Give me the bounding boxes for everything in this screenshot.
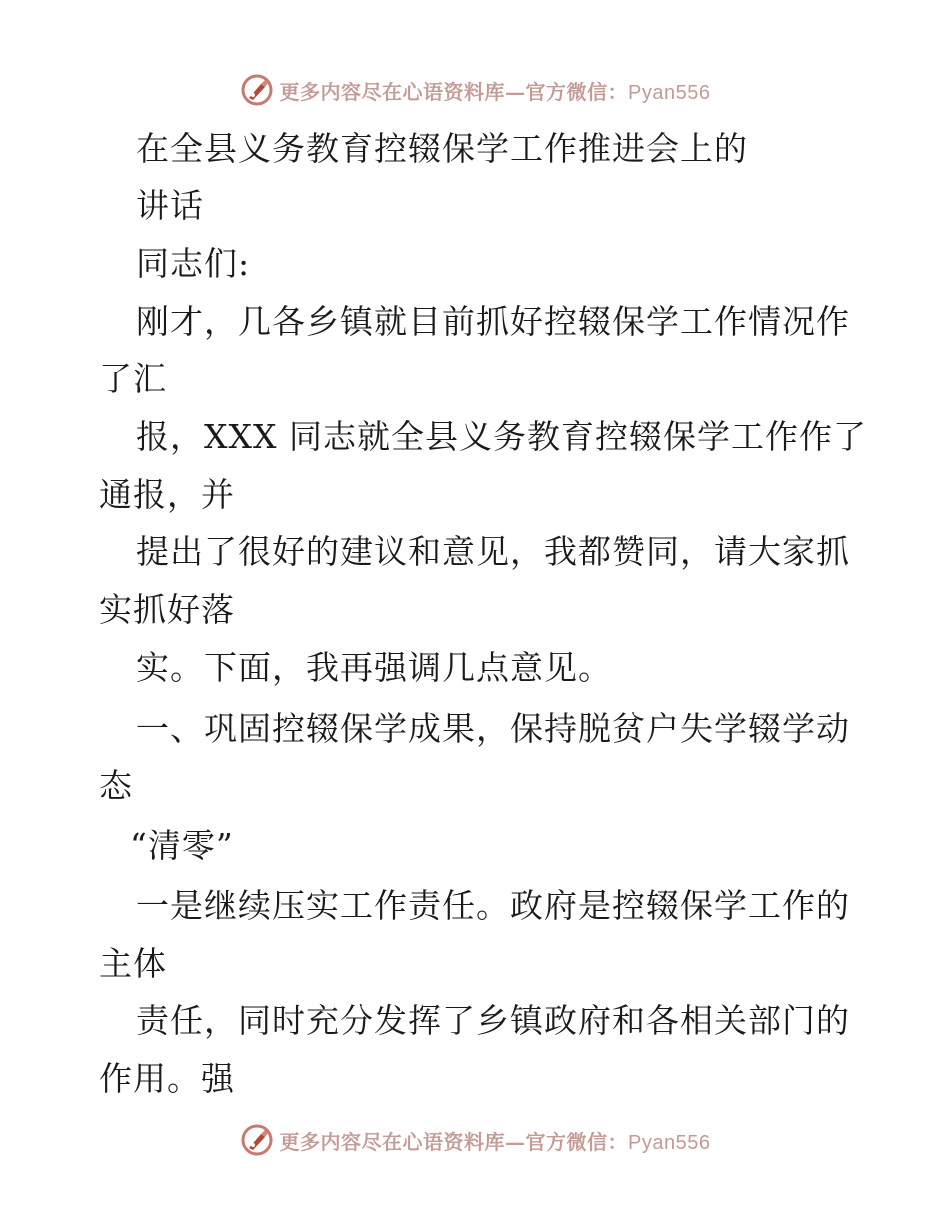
watermark-text: 更多内容尽在心语资料库—官方微信：Pyan556 [279, 79, 711, 104]
paragraph-line: 了汇 [99, 359, 167, 398]
section-heading-line: “清零” [130, 826, 234, 865]
paragraph-line: 作用。强 [99, 1059, 235, 1098]
section-heading-line: 一、巩固控辍保学成果，保持脱贫户失学辍学动 [136, 709, 850, 748]
watermark-text: 更多内容尽在心语资料库—官方微信：Pyan556 [279, 1129, 711, 1154]
doc-title-line-2: 讲话 [136, 186, 204, 225]
salutation: 同志们: [136, 244, 251, 283]
paragraph-line: 责任，同时充分发挥了乡镇政府和各相关部门的 [136, 1001, 850, 1040]
doc-title-line-1: 在全县义务教育控辍保学工作推进会上的 [136, 129, 748, 168]
paragraph-line: 一是继续压实工作责任。政府是控辍保学工作的 [136, 886, 850, 925]
paragraph-line: 通报，并 [99, 475, 235, 514]
watermark-header [0, 70, 950, 110]
paragraph-line: 刚才，几各乡镇就目前抓好控辍保学工作情况作 [136, 302, 850, 341]
paragraph-line: 实抓好落 [99, 590, 235, 629]
pen-nib-circle-icon [240, 1123, 274, 1157]
paragraph-line: 报，XXX 同志就全县义务教育控辍保学工作作了 [136, 417, 867, 456]
paragraph-line: 主体 [99, 944, 167, 983]
watermark-footer [0, 1120, 950, 1160]
section-heading-line: 态 [99, 766, 133, 805]
paragraph-line: 实。下面，我再强调几点意见。 [136, 648, 612, 687]
pen-nib-circle-icon [240, 73, 274, 107]
paragraph-line: 提出了很好的建议和意见，我都赞同，请大家抓 [136, 532, 850, 571]
